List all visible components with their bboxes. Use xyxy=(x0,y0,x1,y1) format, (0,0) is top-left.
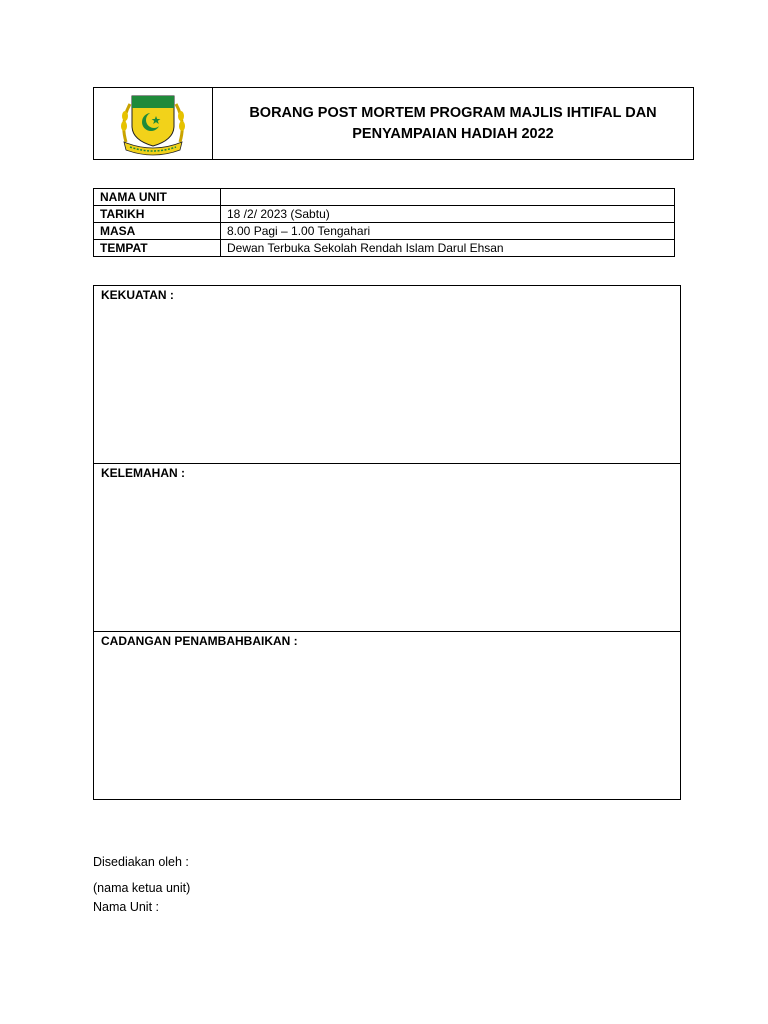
unit-name-label: NAMA UNIT xyxy=(94,189,221,206)
form-title xyxy=(213,88,693,159)
program-info-table xyxy=(93,188,675,257)
weaknesses-label: KELEMAHAN : xyxy=(101,466,185,480)
suggestions-label: CADANGAN PENAMBAHBAIKAN : xyxy=(101,634,298,648)
suggestions-box[interactable] xyxy=(94,632,680,799)
table-row xyxy=(94,223,675,240)
venue-label: TEMPAT xyxy=(94,240,221,257)
table-row xyxy=(94,189,675,206)
strengths-label: KEKUATAN : xyxy=(101,288,174,302)
form-header xyxy=(93,87,694,160)
form-title-line-2: PENYAMPAIAN HADIAH 2022 xyxy=(352,125,554,142)
weaknesses-box[interactable] xyxy=(94,464,680,632)
table-row xyxy=(94,240,675,257)
table-row xyxy=(94,206,675,223)
evaluation-sections xyxy=(93,285,681,800)
time-value: 8.00 Pagi – 1.00 Tengahari xyxy=(221,223,675,240)
unit-name-value[interactable] xyxy=(221,189,675,206)
prepared-by-label: Disediakan oleh : xyxy=(93,855,189,869)
unit-name-footer-label: Nama Unit : xyxy=(93,900,159,914)
logo-cell xyxy=(94,88,213,159)
date-label: TARIKH xyxy=(94,206,221,223)
leader-name-placeholder: (nama ketua unit) xyxy=(93,881,191,895)
date-value: 18 /2/ 2023 (Sabtu) xyxy=(221,206,675,223)
school-crest-icon xyxy=(116,92,190,156)
form-title-line-1: BORANG POST MORTEM PROGRAM MAJLIS IHTIFAL DAN xyxy=(249,104,657,121)
time-label: MASA xyxy=(94,223,221,240)
venue-value: Dewan Terbuka Sekolah Rendah Islam Darul Ehsan xyxy=(221,240,675,257)
strengths-box[interactable] xyxy=(94,286,680,464)
